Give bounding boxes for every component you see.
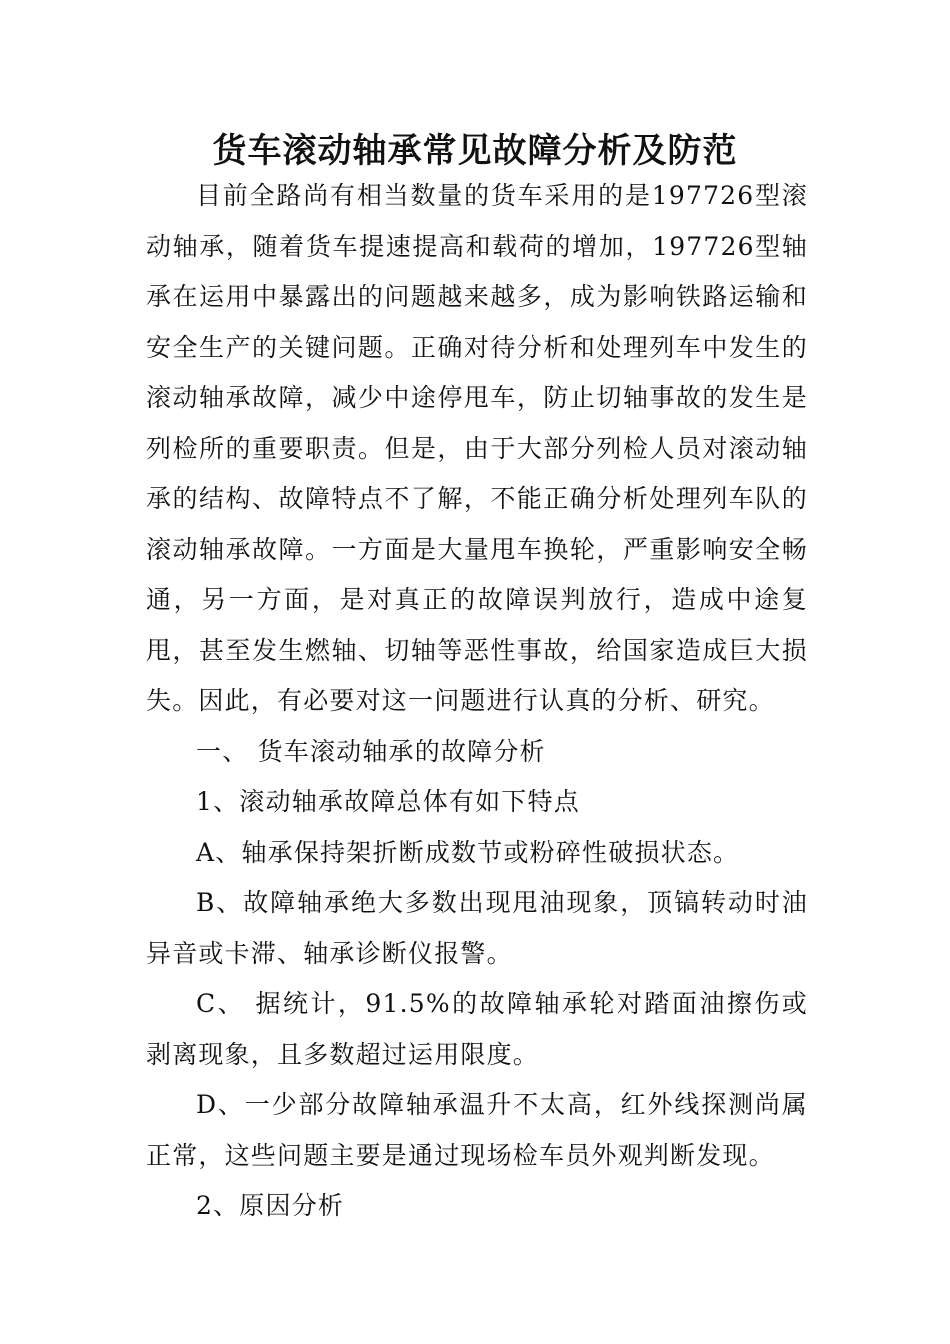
section-heading: 一、 货车滚动轴承的故障分析 [196,736,546,766]
list-item: C、 据统计，91.5%的故障轴承轮对踏面油擦伤或剥离现象，且多数超过运用限度。 [146,989,808,1069]
list-item: B、故障轴承绝大多数出现甩油现象，顶镐转动时油异音或卡滞、轴承诊断仪报警。 [146,888,808,968]
subsection-heading: 1、滚动轴承故障总体有如下特点 [196,787,580,816]
document-title: 货车滚动轴承常见故障分析及防范 [212,131,738,171]
document-body [146,171,808,1232]
list-item: A、轴承保持架折断成数节或粉碎性破损状态。 [196,837,740,867]
subsection-heading: 2、原因分析 [196,1191,345,1220]
intro-paragraph: 目前全路尚有相当数量的货车采用的是197726型滚动轴承，随着货车提速提高和载荷的增加，197726型轴承在运用中暴露出的问题越来越多，成为影响铁路运输和安全生产的关键问题。正确对待分析和处理列车中发生的滚动轴承故障，减少中途停甩车，防止切轴事故的发生是列检所的重要职责。但是，由于大部分列检人员对滚动轴承的结构、故障特点不了解，不能正确分析处理列车队的滚动轴承故障。一方面是大量甩车换轮，严重影响安全畅通，另一方面，是对真正的故障误判放行，造成中途复甩，甚至发生燃轴、切轴等恶性事故，给国家造成巨大损失。因此，有必要对这一问题进行认真的分析、研究。 [146,181,808,715]
list-item: D、一少部分故障轴承温升不太高，红外线探测尚属正常，这些问题主要是通过现场检车员外观判断发现。 [146,1090,808,1170]
